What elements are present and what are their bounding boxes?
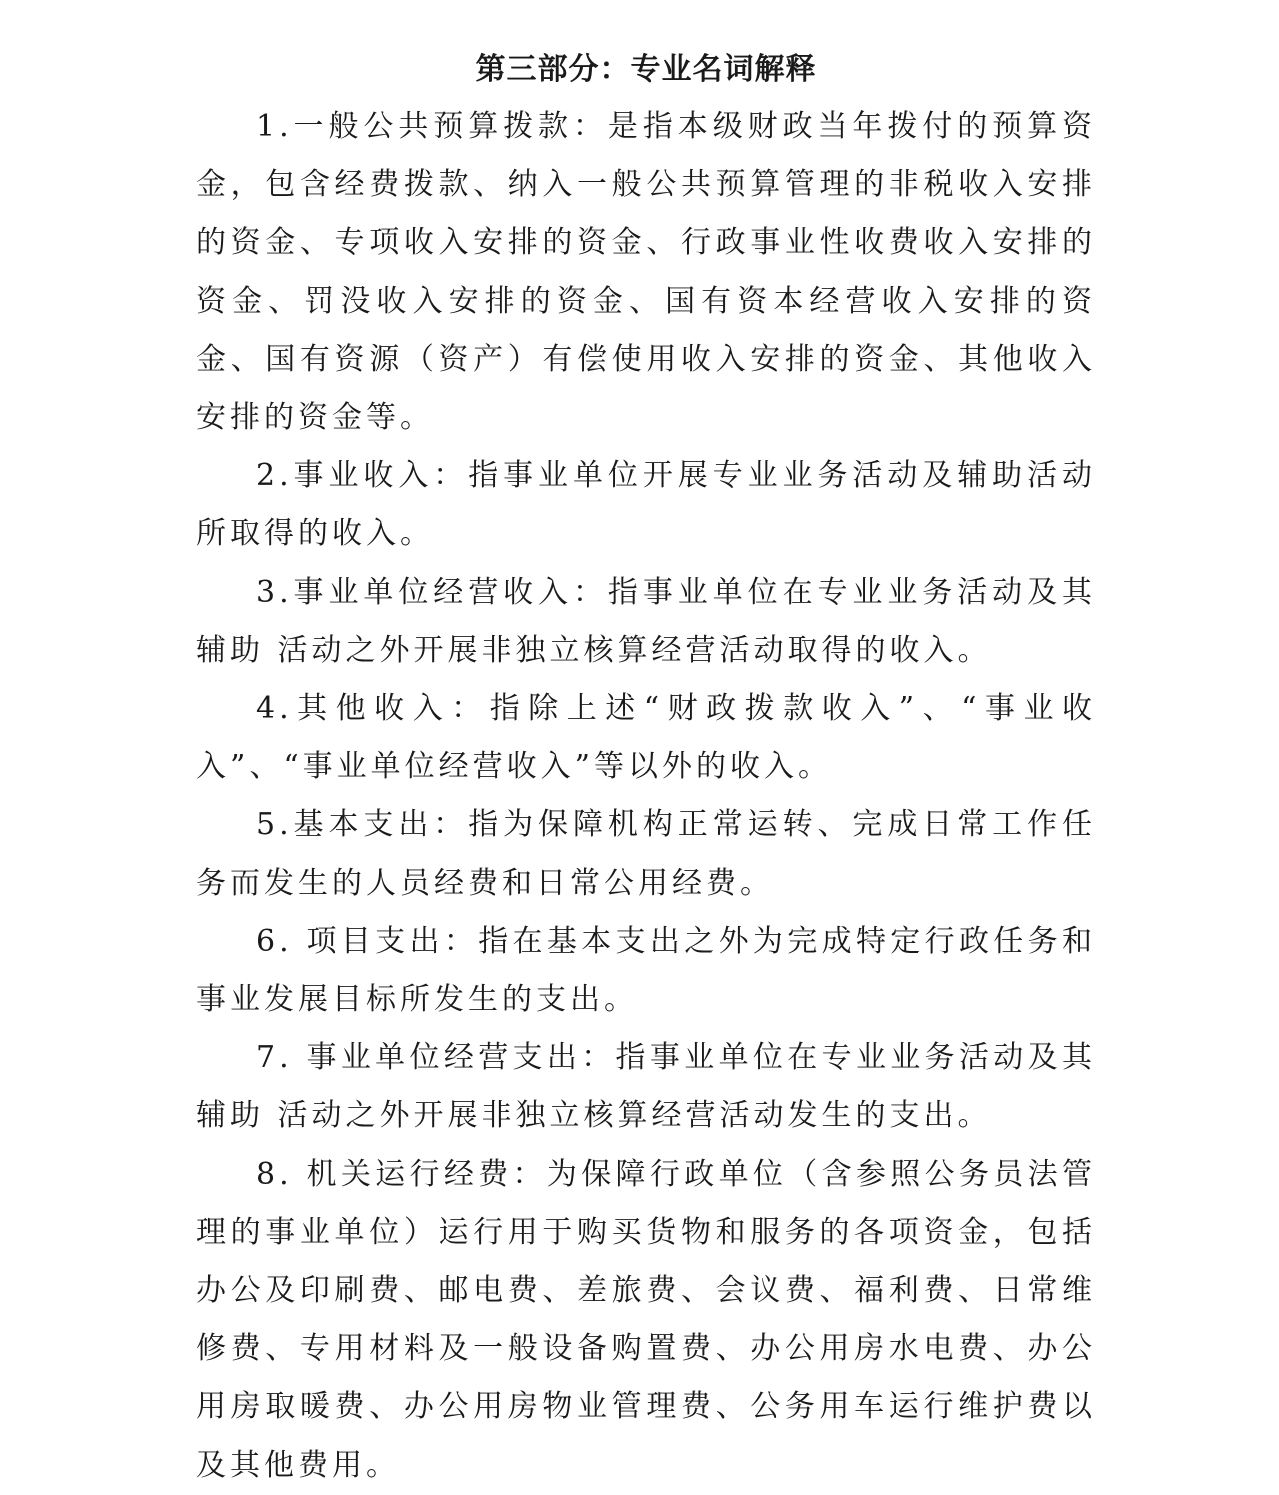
page-title: 第三部分：专业名词解释 (475, 52, 817, 87)
paragraph-operating-expenditure: 7. 事业单位经营支出：指事业单位在专业业务活动及其辅助 活动之外开展非独立核算经营活动发生的支出。 (196, 1040, 1096, 1134)
document-page (196, 42, 1096, 1495)
paragraph-basic-expenditure: 5.基本支出：指为保障机构正常运转、完成日常工作任务而发生的人员经费和日常公用经费。 (196, 807, 1096, 901)
paragraph-other-income: 4.其他收入：指除上述“财政拨款收入”、“事业收入”、“事业单位经营收入”等以外的收入。 (196, 691, 1096, 785)
paragraph-agency-operating-costs: 8. 机关运行经费：为保障行政单位（含参照公务员法管理的事业单位）运行用于购买货物和服务的各项资金，包括办公及印刷费、邮电费、差旅费、会议费、福利费、日常维修费、专用材料及一般设备购置费、办公用房水电费、办公用房取暖费、办公用房物业管理费、公务用车运行维护费以及其他费用。 (196, 1156, 1096, 1483)
paragraph-business-income: 2.事业收入：指事业单位开展专业业务活动及辅助活动所取得的收入。 (196, 458, 1096, 552)
paragraph-project-expenditure: 6. 项目支出：指在基本支出之外为完成特定行政任务和事业发展目标所发生的支出。 (196, 923, 1096, 1018)
paragraph-operating-income: 3.事业单位经营收入：指事业单位在专业业务活动及其辅助 活动之外开展非独立核算经营活动取得的收入。 (196, 574, 1096, 668)
paragraph-general-budget-appropriation: 1.一般公共预算拨款：是指本级财政当年拨付的预算资金，包含经费拨款、纳入一般公共预算管理的非税收入安排的资金、专项收入安排的资金、行政事业性收费收入安排的资金、罚没收入安排的资金、国有资本经营收入安排的资金、国有资源（资产）有偿使用收入安排的资金、其他收入安排的资金等。 (196, 109, 1096, 436)
